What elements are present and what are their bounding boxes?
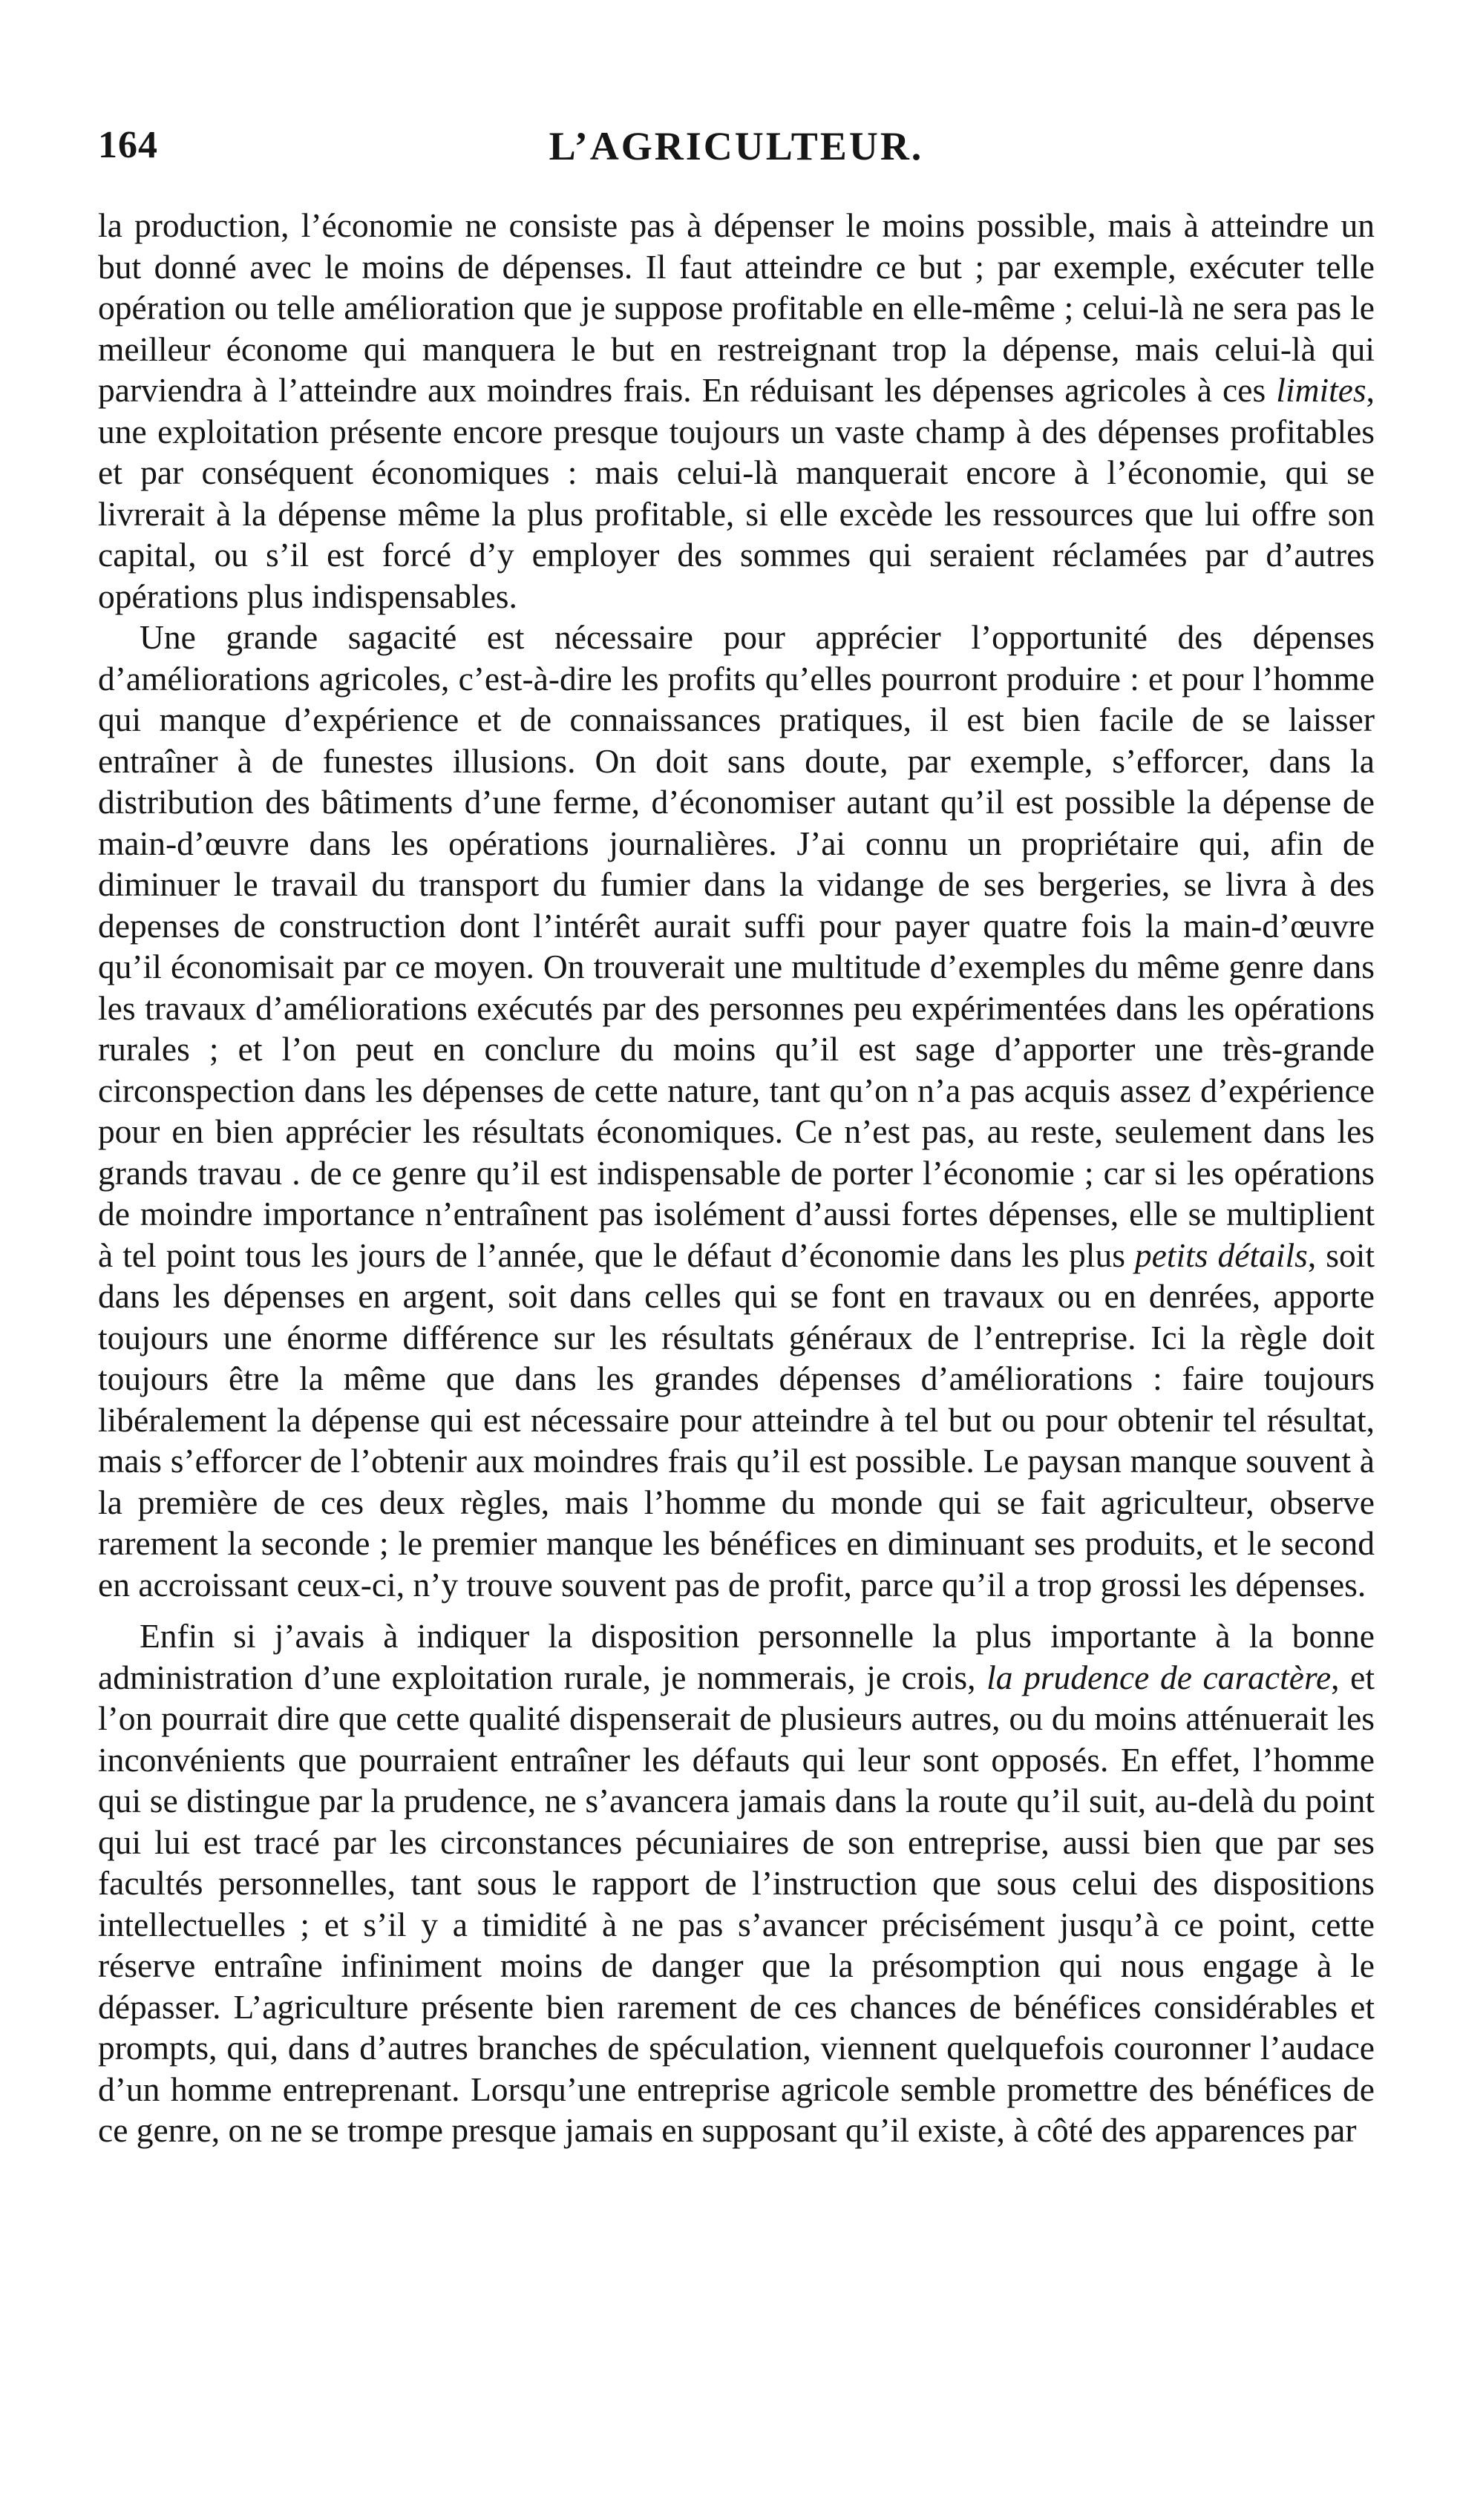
paragraph-3-text-a: Enfin si j’avais à indiquer la disposition personnelle la plus importante à la bonne administration d’une exploitation rurale, je nommerais, je crois, [98, 1617, 1375, 1696]
paragraph-1-text-a: la production, l’économie ne consiste pas à dépenser le moins possible, mais à atteindre un but donné avec le moins de dépenses. Il faut atteindre ce but ; par exemple, exécuter telle opération ou telle amélioration que je suppose profitable en elle-même ; celui-là ne sera pas le meilleur économe qui manquera le but en restreignant trop la dépense, mais celui-là qui parviendra à l’atteindre aux moindres frais. En réduisant les dépenses agricoles à ces [98, 206, 1375, 409]
running-title: L’AGRICULTEUR. [549, 124, 924, 168]
paragraph-2-text-a: Une grande sagacité est nécessaire pour apprécier l’opportunité des dépenses d’améliorations agricoles, c’est-à-dire les profits qu’elles pourront produire : et pour l’homme qui manque d’expérience et de connaissances pratiques, il est bien facile de se laisser entraîner à de funestes illusions. On doit sans doute, par exemple, s’efforcer, dans la distribution des bâtiments d’une ferme, d’économiser autant qu’il est possible la dépense de main-d’œuvre dans les opérations journalières. J’ai connu un propriétaire qui, afin de diminuer le travail du transport du fumier dans la vidange de ses bergeries, se livra à des depenses de construction dont l’intérêt aurait suffi pour payer quatre fois la main-d’œuvre qu’il économisait par ce moyen. On trouverait une multitude d’exemples du même genre dans les travaux d’améliorations exécutés par des personnes peu expérimentées dans les opérations rurales ; et l’on peut en conclure du moins qu’il est sage d’apporter une très-grande circonspection dans les dépenses de cette nature, tant qu’on n’a pas acquis assez d’expérience pour en bien apprécier les résultats économiques. Ce n’est pas, au reste, seulement dans les grands travau . de ce genre qu’il est indispensable de porter l’économie ; car si les opérations de moindre importance n’entraînent pas isolément d’aussi fortes dépenses, elle se multiplient à tel point tous les jours de l’année, que le défaut d’économie dans les plus [98, 618, 1375, 1274]
paragraph-2 [98, 617, 1375, 1605]
running-head [98, 123, 1375, 183]
paragraph-3-italic-prudence: la prudence de caractère [986, 1658, 1332, 1696]
page [98, 0, 1375, 2520]
paragraph-3 [98, 1615, 1375, 2151]
paragraph-2-text-b: , soit dans les dépenses en argent, soit dans celles qui se font en travaux ou en denrées, apporte toujours une énorme différence sur les résultats généraux de l’entreprise. Ici la règle doit toujours être la même que dans les grandes dépenses d’améliorations : faire toujours libéralement la dépense qui est nécessaire pour atteindre à tel but ou pour obtenir tel résultat, mais s’efforcer de l’obtenir aux moindres frais qu’il est possible. Le paysan manque souvent à la première de ces deux règles, mais l’homme du monde qui se fait agriculteur, observe rarement la seconde ; le premier manque les bénéfices en diminuant ses produits, et le second en accroissant ceux-ci, n’y trouve souvent pas de profit, parce qu’il a trop grossi les dépenses. [98, 1236, 1375, 1604]
body-text [98, 205, 1375, 2151]
page-number: 164 [98, 124, 158, 166]
paragraph-1 [98, 205, 1375, 617]
paragraph-2-italic-petits-details: petits détails [1134, 1236, 1308, 1274]
paragraph-1-text-b: , une exploitation présente encore presque toujours un vaste champ à des dépenses profitables et par conséquent économiques : mais celui-là manquerait encore à l’économie, qui se livrerait à la dépense même la plus profitable, si elle excède les ressources que lui offre son capital, ou s’il est forcé d’y employer des sommes qui seraient réclamées par d’autres opérations plus indispensables. [98, 371, 1375, 615]
paragraph-1-italic-limites: limites [1276, 371, 1366, 409]
paragraph-3-text-b: , et l’on pourrait dire que cette qualité dispenserait de plusieurs autres, ou du moins atténuerait les inconvénients que pourraient entraîner les défauts qui leur sont opposés. En effet, l’homme qui se distingue par la prudence, ne s’avancera jamais dans la route qu’il suit, au-delà du point qui lui est tracé par les circonstances pécuniaires de son entreprise, aussi bien que par ses facultés personnelles, tant sous le rapport de l’instruction que sous celui des dispositions intellectuelles ; et s’il y a timidité à ne pas s’avancer précisément jusqu’à ce point, cette réserve entraîne infiniment moins de danger que la présomption qui nous engage à le dépasser. L’agriculture présente bien rarement de ces chances de bénéfices considérables et prompts, qui, dans d’autres branches de spéculation, viennent quelquefois couronner l’audace d’un homme entreprenant. Lorsqu’une entreprise agricole semble promettre des bénéfices de ce genre, on ne se trompe presque jamais en supposant qu’il existe, à côté des apparences par [98, 1658, 1375, 2149]
